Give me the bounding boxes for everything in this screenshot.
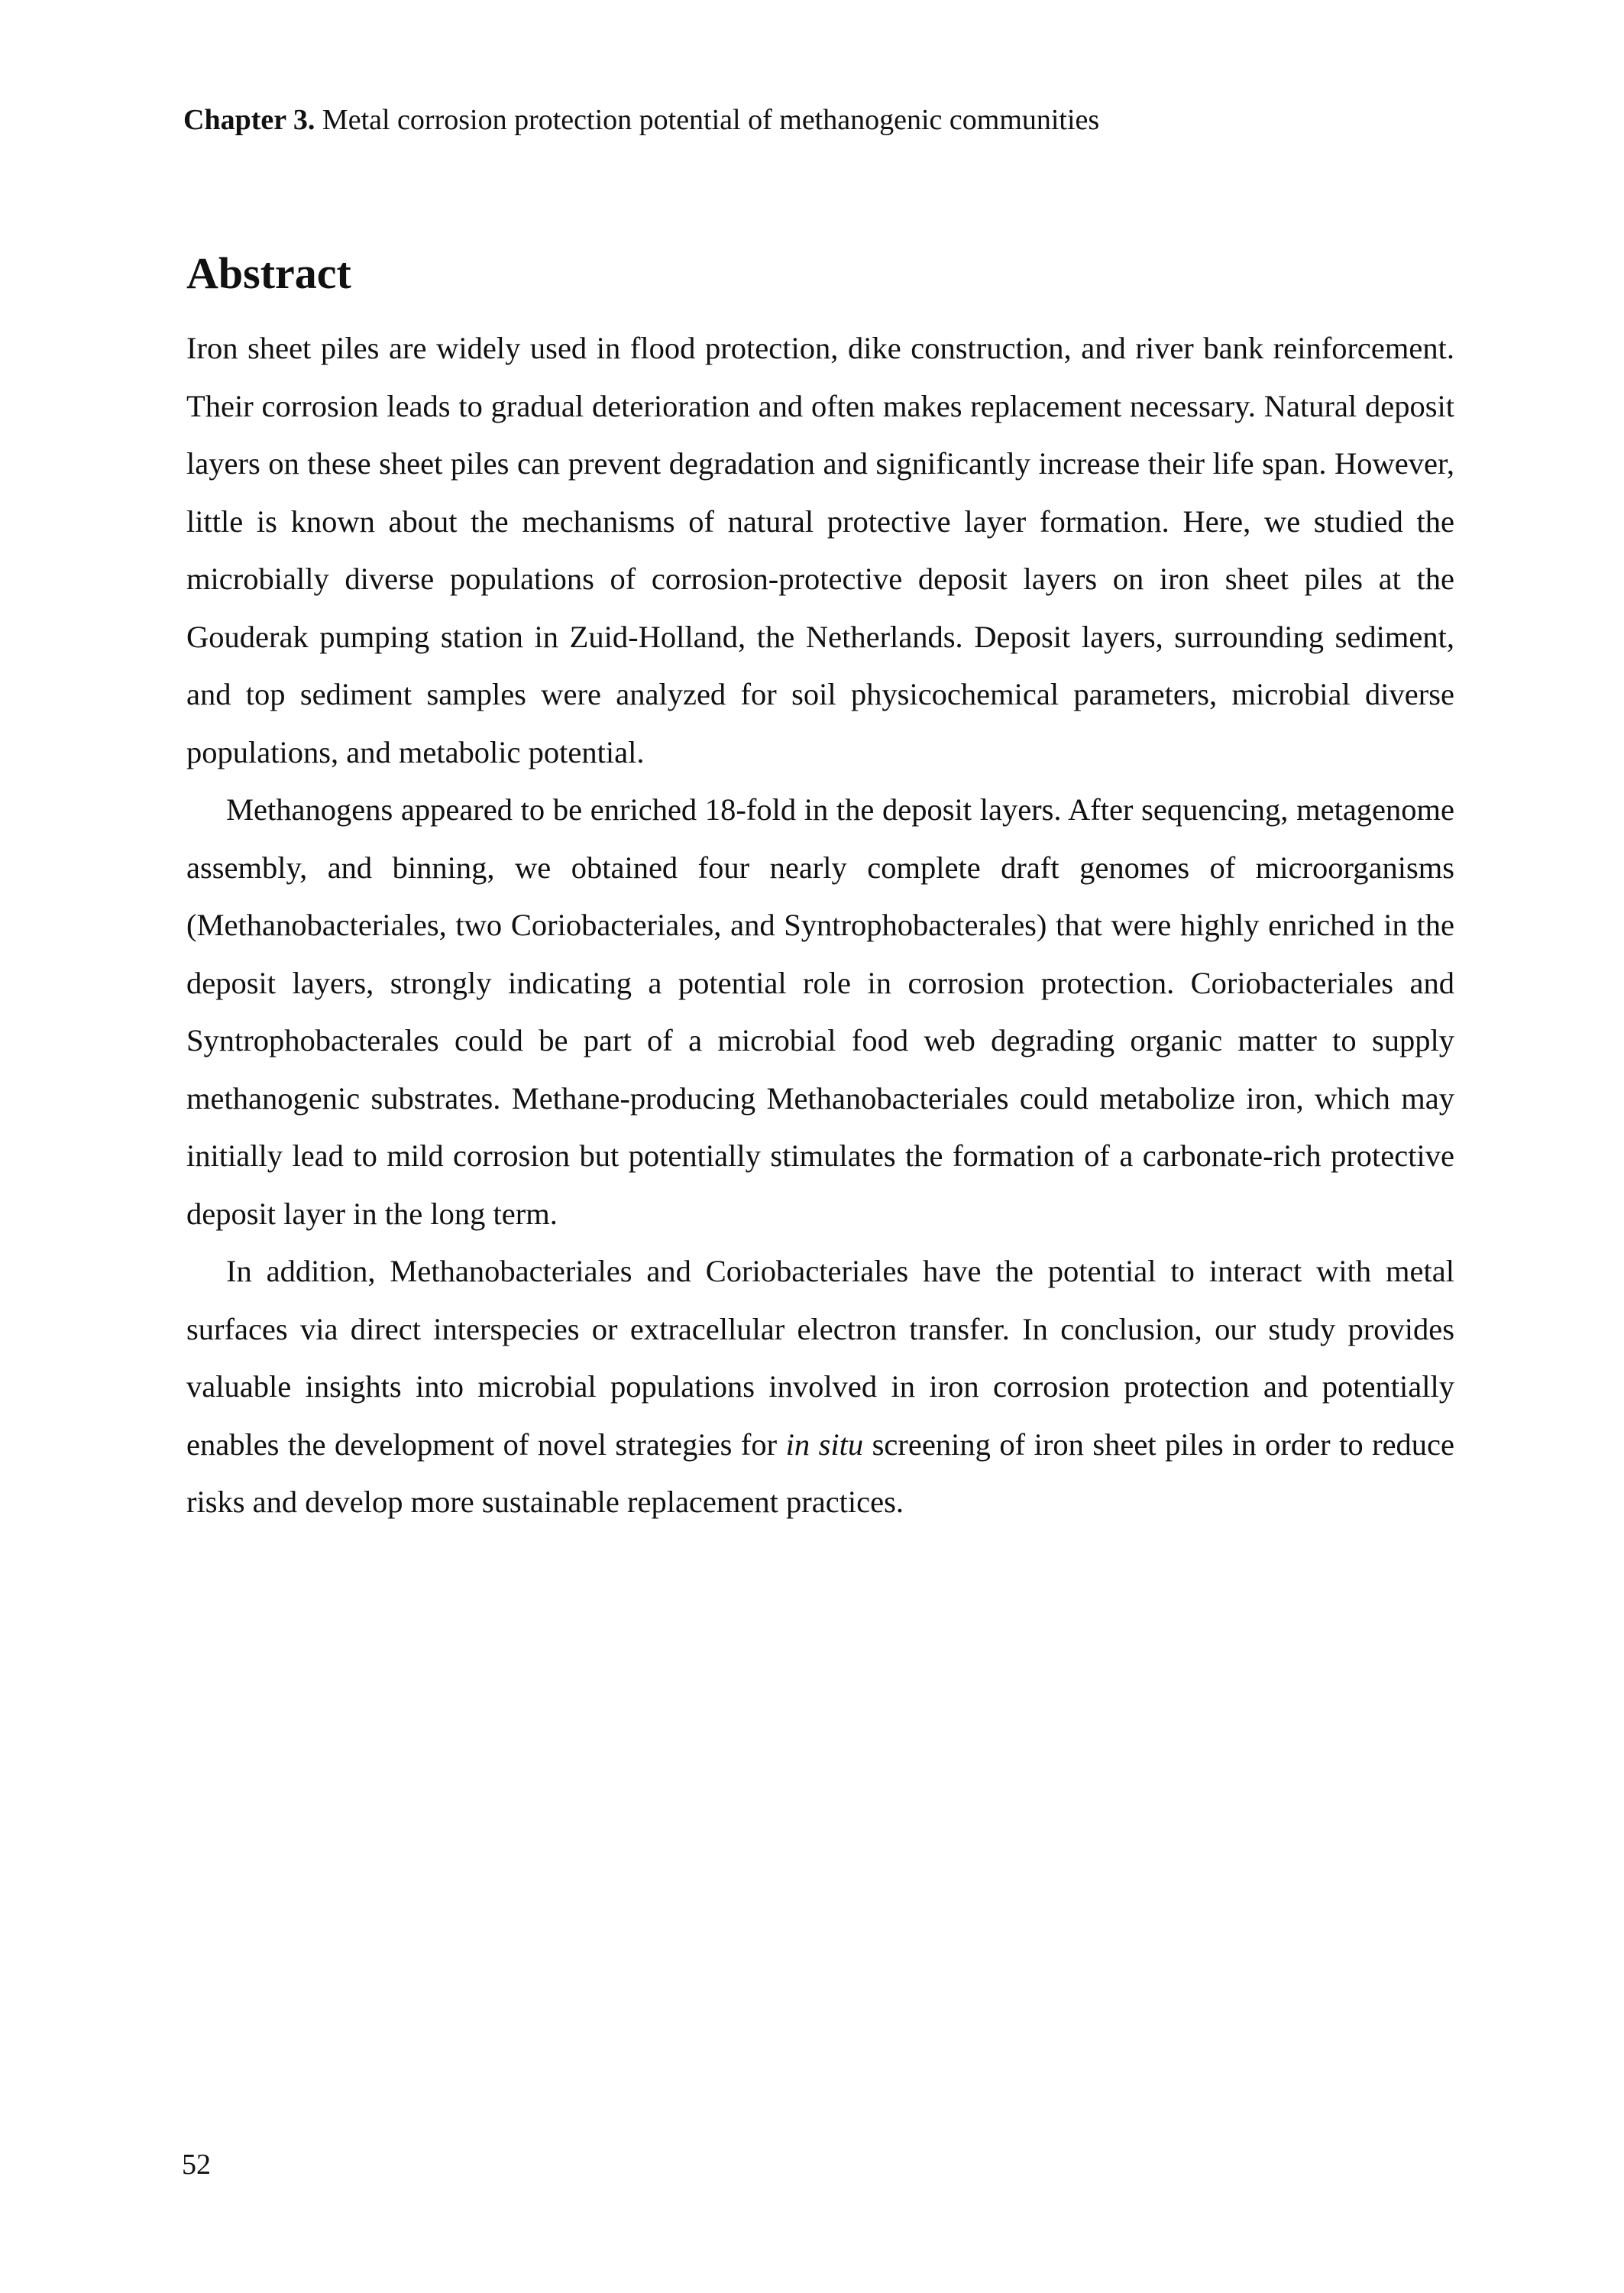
- abstract-paragraph-1: Iron sheet piles are widely used in flood protection, dike construction, and river bank reinforcement. Their corrosion leads to gradual deterioration and often makes replacement necessary. Natural deposit layers on these sheet piles can prevent degradation and significantly increase their life span. However, little is known about the mechanisms of natural protective layer formation. Here, we studied the microbially diverse populations of corrosion-protective deposit layers on iron sheet piles at the Gouderak pumping station in Zuid-Holland, the Netherlands. Deposit layers, surrounding sediment, and top sediment samples were analyzed for soil physicochemical parameters, microbial diverse populations, and metabolic potential.: [186, 331, 1454, 769]
- abstract-heading: Abstract: [186, 248, 351, 298]
- abstract-paragraph-3-part-1: In addition, Methanobacteriales and Coriobacteriales have the potential to interact with metal surfaces via direct interspecies or extracellular electron transfer. In conclusion, our study provides valuable insights into microbial populations involved in iron corrosion protection and potentially enables the development of novel strategies for: [186, 1254, 1454, 1462]
- abstract-paragraph-3: [186, 1242, 1454, 1531]
- abstract-paragraph-3-part-2: screening of iron sheet piles in order to reduce risks and develop more sustainable replacement practices.: [186, 1427, 1455, 1519]
- page-number: 52: [182, 2149, 211, 2181]
- abstract-body: [186, 319, 1454, 1531]
- abstract-paragraph-2: Methanogens appeared to be enriched 18-fold in the deposit layers. After sequencing, metagenome assembly, and binning, we obtained four nearly complete draft genomes of microorganisms (Methanobacteriales, two Coriobacteriales, and Syntrophobacterales) that were highly enriched in the deposit layers, strongly indicating a potential role in corrosion protection. Coriobacteriales and Syntrophobacterales could be part of a microbial food web degrading organic matter to supply methanogenic substrates. Methane-producing Methanobacteriales could metabolize iron, which may initially lead to mild corrosion but potentially stimulates the formation of a carbonate-rich protective deposit layer in the long term.: [186, 792, 1454, 1231]
- running-header: [183, 101, 1444, 139]
- italic-term-in-situ: in situ: [785, 1427, 864, 1462]
- chapter-label: Chapter 3.: [183, 104, 315, 136]
- chapter-title: Metal corrosion protection potential of methanogenic communities: [322, 104, 1100, 136]
